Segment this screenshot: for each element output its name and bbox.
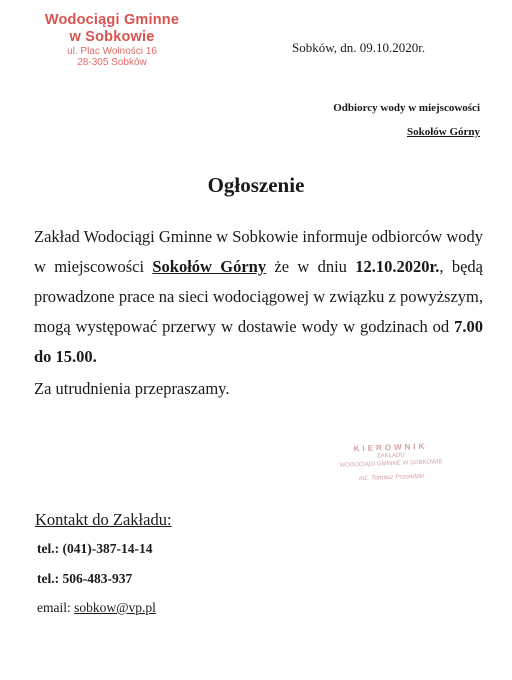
stamp-name-line1: Wodociągi Gminne <box>44 12 180 28</box>
body-hours: 7.00 do 15.00. <box>34 317 483 366</box>
contact-phone-1: tel.: (041)-387-14-14 <box>37 541 153 556</box>
contact-email-line <box>37 600 156 616</box>
contact-email-label: email: <box>37 600 75 615</box>
announcement-body <box>34 222 483 404</box>
recipients-line: Odbiorcy wody w miejscowości <box>333 102 480 114</box>
body-place: Sokołów Górny <box>152 257 267 276</box>
document-title: Ogłoszenie <box>207 173 305 197</box>
stamp-name-line2: w Sobkowie <box>69 29 155 45</box>
recipients-block <box>333 96 480 144</box>
announcement-paragraph <box>34 222 483 372</box>
official-stamp-line2: WODOCIĄGI GMINNE W SOBKOWIE <box>339 459 443 469</box>
official-stamp-signature: inż. Tomasz Przondzki <box>359 472 425 483</box>
body-date: 12.10.2020r. <box>355 257 440 276</box>
stamp-street: ul. Plac Wolności 16 <box>67 46 157 57</box>
body-text-part3: , będą prowadzone prace na sieci wodociągowej w związku z powyższym, mogą występować przerwy w dostawie wody w godzinach od <box>34 257 484 336</box>
header-stamp <box>22 12 202 68</box>
recipients-place: Sokołów Górny <box>406 126 480 138</box>
official-stamp <box>317 440 464 483</box>
body-text-part1: Zakład Wodociągi Gminne w Sobkowie informuje odbiorców wody w miejscowości <box>34 227 483 276</box>
official-stamp-title: KIEROWNIK <box>353 441 428 454</box>
stamp-postal: 28-305 Sobków <box>77 57 147 68</box>
body-text-part2: że w dniu <box>266 257 356 276</box>
official-stamp-line1: ZAKŁADU <box>376 452 405 460</box>
contact-phone-2: tel.: 506-483-937 <box>37 571 133 586</box>
apology-line: Za utrudnienia przepraszamy. <box>34 379 230 398</box>
date-line: Sobków, dn. 09.10.2020r. <box>292 40 426 55</box>
contact-heading: Kontakt do Zakładu: <box>35 510 172 529</box>
contact-email-link[interactable]: sobkow@vp.pl <box>74 600 156 615</box>
